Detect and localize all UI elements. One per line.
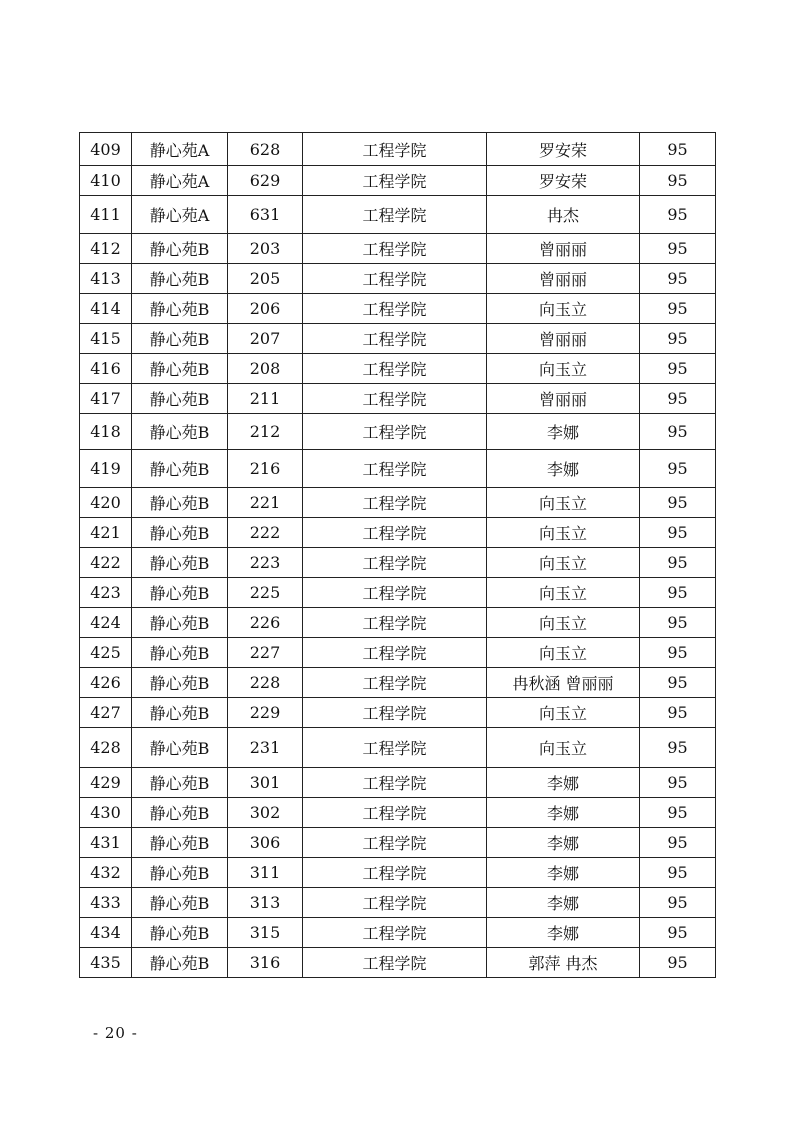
table-row xyxy=(80,858,716,888)
responsible-person-cell: 向玉立 xyxy=(487,488,640,518)
building-cell: 静心苑B xyxy=(132,728,228,768)
college-cell: 工程学院 xyxy=(303,948,487,978)
row-number-cell: 429 xyxy=(80,768,132,798)
college-cell: 工程学院 xyxy=(303,668,487,698)
score-cell: 95 xyxy=(640,414,716,450)
responsible-person-cell: 李娜 xyxy=(487,888,640,918)
row-number-cell: 419 xyxy=(80,450,132,488)
college-cell: 工程学院 xyxy=(303,608,487,638)
row-number-cell: 413 xyxy=(80,264,132,294)
row-number-cell: 414 xyxy=(80,294,132,324)
room-number-cell: 315 xyxy=(228,918,303,948)
building-cell: 静心苑B xyxy=(132,354,228,384)
score-cell: 95 xyxy=(640,948,716,978)
responsible-person-cell: 向玉立 xyxy=(487,608,640,638)
building-cell: 静心苑B xyxy=(132,768,228,798)
row-number-cell: 431 xyxy=(80,828,132,858)
responsible-person-cell: 曾丽丽 xyxy=(487,264,640,294)
room-number-cell: 221 xyxy=(228,488,303,518)
responsible-person-cell: 李娜 xyxy=(487,828,640,858)
college-cell: 工程学院 xyxy=(303,166,487,196)
score-cell: 95 xyxy=(640,828,716,858)
table-row xyxy=(80,798,716,828)
row-number-cell: 409 xyxy=(80,133,132,166)
college-cell: 工程学院 xyxy=(303,264,487,294)
college-cell: 工程学院 xyxy=(303,638,487,668)
table-row xyxy=(80,133,716,166)
room-number-cell: 203 xyxy=(228,234,303,264)
room-number-cell: 301 xyxy=(228,768,303,798)
room-number-cell: 223 xyxy=(228,548,303,578)
room-number-cell: 205 xyxy=(228,264,303,294)
responsible-person-cell: 李娜 xyxy=(487,768,640,798)
college-cell: 工程学院 xyxy=(303,828,487,858)
table-row xyxy=(80,166,716,196)
building-cell: 静心苑B xyxy=(132,668,228,698)
room-number-cell: 313 xyxy=(228,888,303,918)
college-cell: 工程学院 xyxy=(303,918,487,948)
score-cell: 95 xyxy=(640,798,716,828)
table-row xyxy=(80,578,716,608)
room-number-cell: 629 xyxy=(228,166,303,196)
building-cell: 静心苑B xyxy=(132,548,228,578)
college-cell: 工程学院 xyxy=(303,858,487,888)
building-cell: 静心苑B xyxy=(132,294,228,324)
score-cell: 95 xyxy=(640,918,716,948)
building-cell: 静心苑A xyxy=(132,166,228,196)
score-cell: 95 xyxy=(640,768,716,798)
building-cell: 静心苑B xyxy=(132,608,228,638)
college-cell: 工程学院 xyxy=(303,518,487,548)
table-row xyxy=(80,518,716,548)
room-number-cell: 228 xyxy=(228,668,303,698)
score-cell: 95 xyxy=(640,294,716,324)
responsible-person-cell: 向玉立 xyxy=(487,354,640,384)
row-number-cell: 422 xyxy=(80,548,132,578)
room-number-cell: 229 xyxy=(228,698,303,728)
building-cell: 静心苑B xyxy=(132,414,228,450)
row-number-cell: 417 xyxy=(80,384,132,414)
score-cell: 95 xyxy=(640,888,716,918)
page-number: - 20 - xyxy=(93,1024,138,1042)
building-cell: 静心苑B xyxy=(132,264,228,294)
score-cell: 95 xyxy=(640,638,716,668)
building-cell: 静心苑B xyxy=(132,324,228,354)
college-cell: 工程学院 xyxy=(303,196,487,234)
table-row xyxy=(80,918,716,948)
table-row xyxy=(80,294,716,324)
college-cell: 工程学院 xyxy=(303,548,487,578)
building-cell: 静心苑B xyxy=(132,384,228,414)
room-number-cell: 316 xyxy=(228,948,303,978)
table-row xyxy=(80,638,716,668)
room-number-cell: 631 xyxy=(228,196,303,234)
responsible-person-cell: 李娜 xyxy=(487,450,640,488)
table-row xyxy=(80,828,716,858)
row-number-cell: 421 xyxy=(80,518,132,548)
room-number-cell: 216 xyxy=(228,450,303,488)
room-number-cell: 211 xyxy=(228,384,303,414)
responsible-person-cell: 李娜 xyxy=(487,858,640,888)
score-cell: 95 xyxy=(640,234,716,264)
row-number-cell: 428 xyxy=(80,728,132,768)
score-cell: 95 xyxy=(640,264,716,294)
responsible-person-cell: 冉秋涵 曾丽丽 xyxy=(487,668,640,698)
row-number-cell: 433 xyxy=(80,888,132,918)
responsible-person-cell: 罗安荣 xyxy=(487,133,640,166)
row-number-cell: 435 xyxy=(80,948,132,978)
building-cell: 静心苑B xyxy=(132,948,228,978)
score-cell: 95 xyxy=(640,698,716,728)
table-row xyxy=(80,384,716,414)
row-number-cell: 412 xyxy=(80,234,132,264)
row-number-cell: 434 xyxy=(80,918,132,948)
table-row xyxy=(80,548,716,578)
college-cell: 工程学院 xyxy=(303,798,487,828)
responsible-person-cell: 向玉立 xyxy=(487,518,640,548)
row-number-cell: 424 xyxy=(80,608,132,638)
responsible-person-cell: 李娜 xyxy=(487,414,640,450)
building-cell: 静心苑B xyxy=(132,918,228,948)
row-number-cell: 411 xyxy=(80,196,132,234)
college-cell: 工程学院 xyxy=(303,324,487,354)
row-number-cell: 430 xyxy=(80,798,132,828)
table-row xyxy=(80,608,716,638)
responsible-person-cell: 李娜 xyxy=(487,918,640,948)
building-cell: 静心苑B xyxy=(132,234,228,264)
building-cell: 静心苑B xyxy=(132,828,228,858)
room-number-cell: 207 xyxy=(228,324,303,354)
responsible-person-cell: 曾丽丽 xyxy=(487,234,640,264)
college-cell: 工程学院 xyxy=(303,728,487,768)
building-cell: 静心苑B xyxy=(132,698,228,728)
building-cell: 静心苑B xyxy=(132,798,228,828)
room-number-cell: 206 xyxy=(228,294,303,324)
room-number-cell: 227 xyxy=(228,638,303,668)
row-number-cell: 416 xyxy=(80,354,132,384)
responsible-person-cell: 李娜 xyxy=(487,798,640,828)
college-cell: 工程学院 xyxy=(303,768,487,798)
responsible-person-cell: 罗安荣 xyxy=(487,166,640,196)
responsible-person-cell: 曾丽丽 xyxy=(487,324,640,354)
building-cell: 静心苑B xyxy=(132,888,228,918)
room-number-cell: 302 xyxy=(228,798,303,828)
score-cell: 95 xyxy=(640,166,716,196)
college-cell: 工程学院 xyxy=(303,294,487,324)
row-number-cell: 425 xyxy=(80,638,132,668)
building-cell: 静心苑B xyxy=(132,638,228,668)
table-row xyxy=(80,488,716,518)
college-cell: 工程学院 xyxy=(303,133,487,166)
responsible-person-cell: 向玉立 xyxy=(487,728,640,768)
responsible-person-cell: 向玉立 xyxy=(487,548,640,578)
score-cell: 95 xyxy=(640,668,716,698)
responsible-person-cell: 郭萍 冉杰 xyxy=(487,948,640,978)
row-number-cell: 415 xyxy=(80,324,132,354)
room-number-cell: 306 xyxy=(228,828,303,858)
row-number-cell: 418 xyxy=(80,414,132,450)
room-number-cell: 628 xyxy=(228,133,303,166)
college-cell: 工程学院 xyxy=(303,888,487,918)
row-number-cell: 426 xyxy=(80,668,132,698)
table-row xyxy=(80,234,716,264)
table-row xyxy=(80,728,716,768)
table-row xyxy=(80,948,716,978)
table-row xyxy=(80,450,716,488)
row-number-cell: 427 xyxy=(80,698,132,728)
responsible-person-cell: 向玉立 xyxy=(487,638,640,668)
responsible-person-cell: 向玉立 xyxy=(487,294,640,324)
building-cell: 静心苑B xyxy=(132,488,228,518)
responsible-person-cell: 曾丽丽 xyxy=(487,384,640,414)
building-cell: 静心苑B xyxy=(132,518,228,548)
row-number-cell: 432 xyxy=(80,858,132,888)
room-number-cell: 222 xyxy=(228,518,303,548)
building-cell: 静心苑A xyxy=(132,133,228,166)
score-cell: 95 xyxy=(640,324,716,354)
responsible-person-cell: 向玉立 xyxy=(487,698,640,728)
table-row xyxy=(80,698,716,728)
score-cell: 95 xyxy=(640,728,716,768)
table-row xyxy=(80,668,716,698)
college-cell: 工程学院 xyxy=(303,698,487,728)
score-cell: 95 xyxy=(640,384,716,414)
row-number-cell: 410 xyxy=(80,166,132,196)
college-cell: 工程学院 xyxy=(303,450,487,488)
score-cell: 95 xyxy=(640,450,716,488)
room-number-cell: 311 xyxy=(228,858,303,888)
room-number-cell: 212 xyxy=(228,414,303,450)
row-number-cell: 420 xyxy=(80,488,132,518)
room-number-cell: 231 xyxy=(228,728,303,768)
table-row xyxy=(80,324,716,354)
room-number-cell: 225 xyxy=(228,578,303,608)
responsible-person-cell: 冉杰 xyxy=(487,196,640,234)
college-cell: 工程学院 xyxy=(303,234,487,264)
score-cell: 95 xyxy=(640,518,716,548)
building-cell: 静心苑B xyxy=(132,858,228,888)
records-body xyxy=(80,133,716,978)
college-cell: 工程学院 xyxy=(303,414,487,450)
table-row xyxy=(80,264,716,294)
score-cell: 95 xyxy=(640,354,716,384)
score-cell: 95 xyxy=(640,133,716,166)
table-row xyxy=(80,414,716,450)
building-cell: 静心苑A xyxy=(132,196,228,234)
score-cell: 95 xyxy=(640,548,716,578)
table-row xyxy=(80,196,716,234)
records-table xyxy=(79,132,716,978)
score-cell: 95 xyxy=(640,488,716,518)
table-row xyxy=(80,888,716,918)
score-cell: 95 xyxy=(640,196,716,234)
score-cell: 95 xyxy=(640,608,716,638)
college-cell: 工程学院 xyxy=(303,354,487,384)
college-cell: 工程学院 xyxy=(303,488,487,518)
table-row xyxy=(80,354,716,384)
building-cell: 静心苑B xyxy=(132,578,228,608)
score-cell: 95 xyxy=(640,858,716,888)
responsible-person-cell: 向玉立 xyxy=(487,578,640,608)
building-cell: 静心苑B xyxy=(132,450,228,488)
row-number-cell: 423 xyxy=(80,578,132,608)
room-number-cell: 226 xyxy=(228,608,303,638)
score-cell: 95 xyxy=(640,578,716,608)
table-row xyxy=(80,768,716,798)
room-number-cell: 208 xyxy=(228,354,303,384)
college-cell: 工程学院 xyxy=(303,384,487,414)
college-cell: 工程学院 xyxy=(303,578,487,608)
